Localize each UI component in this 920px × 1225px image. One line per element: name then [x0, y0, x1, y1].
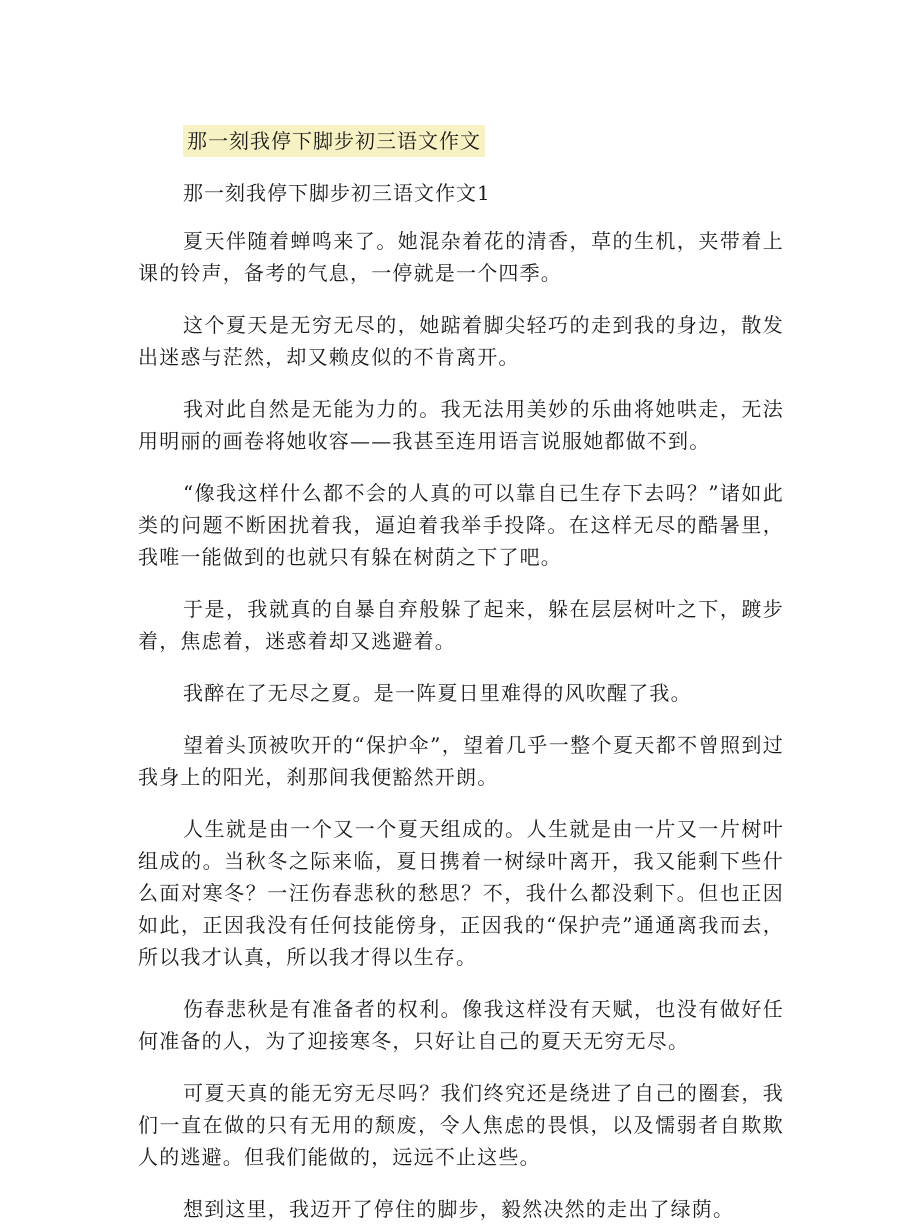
document-page	[138, 112, 784, 1225]
paragraph-10: 可夏天真的能无穷无尽吗？我们终究还是绕进了自己的圈套，我们一直在做的只有无用的颓废，令人焦虑的畏惧，以及懦弱者自欺欺人的逃避。但我们能做的，远远不止这些。	[138, 1081, 784, 1169]
paragraph-3: 我对此自然是无能为力的。我无法用美妙的乐曲将她哄走，无法用明丽的画卷将她收容——我甚至连用语言说服她都做不到。	[138, 397, 784, 453]
paragraph-11: 想到这里，我迈开了停住的脚步，毅然决然的走出了绿荫。	[183, 1197, 735, 1221]
paragraph-4: “像我这样什么都不会的人真的可以靠自已生存下去吗？”诸如此类的问题不断困扰着我，逼迫着我举手投降。在这样无尽的酷暑里，我唯一能做到的也就只有躲在树荫之下了吧。	[138, 481, 784, 569]
section-title: 那一刻我停下脚步初三语文作文1	[183, 181, 491, 205]
document-title: 那一刻我停下脚步初三语文作文	[183, 125, 485, 157]
paragraph-2: 这个夏天是无穷无尽的，她踮着脚尖轻巧的走到我的身边，散发出迷惑与茫然，却又赖皮似的不肯离开。	[138, 313, 784, 369]
paragraph-5: 于是，我就真的自暴自弃般躲了起来，躲在层层树叶之下，踱步着，焦虑着，迷惑着却又逃避着。	[138, 597, 784, 653]
paragraph-8: 人生就是由一个又一个夏天组成的。人生就是由一片又一片树叶组成的。当秋冬之际来临，夏日携着一树绿叶离开，我又能剩下些什么面对寒冬？一汪伤春悲秋的愁思？不，我什么都没剩下。但也正因如此，正因我没有任何技能傍身，正因我的“保护壳”通通离我而去，所以我才认真，所以我才得以生存。	[138, 817, 784, 969]
paragraph-9: 伤春悲秋是有准备者的权利。像我这样没有天赋，也没有做好任何准备的人，为了迎接寒冬，只好让自己的夏天无穷无尽。	[138, 997, 784, 1053]
paragraph-6: 我醉在了无尽之夏。是一阵夏日里难得的风吹醒了我。	[183, 681, 692, 705]
paragraph-1: 夏天伴随着蝉鸣来了。她混杂着花的清香，草的生机，夹带着上课的铃声，备考的气息，一停就是一个四季。	[138, 229, 784, 285]
paragraph-7: 望着头顶被吹开的“保护伞”，望着几乎一整个夏天都不曾照到过我身上的阳光，刹那间我便豁然开朗。	[138, 733, 784, 789]
